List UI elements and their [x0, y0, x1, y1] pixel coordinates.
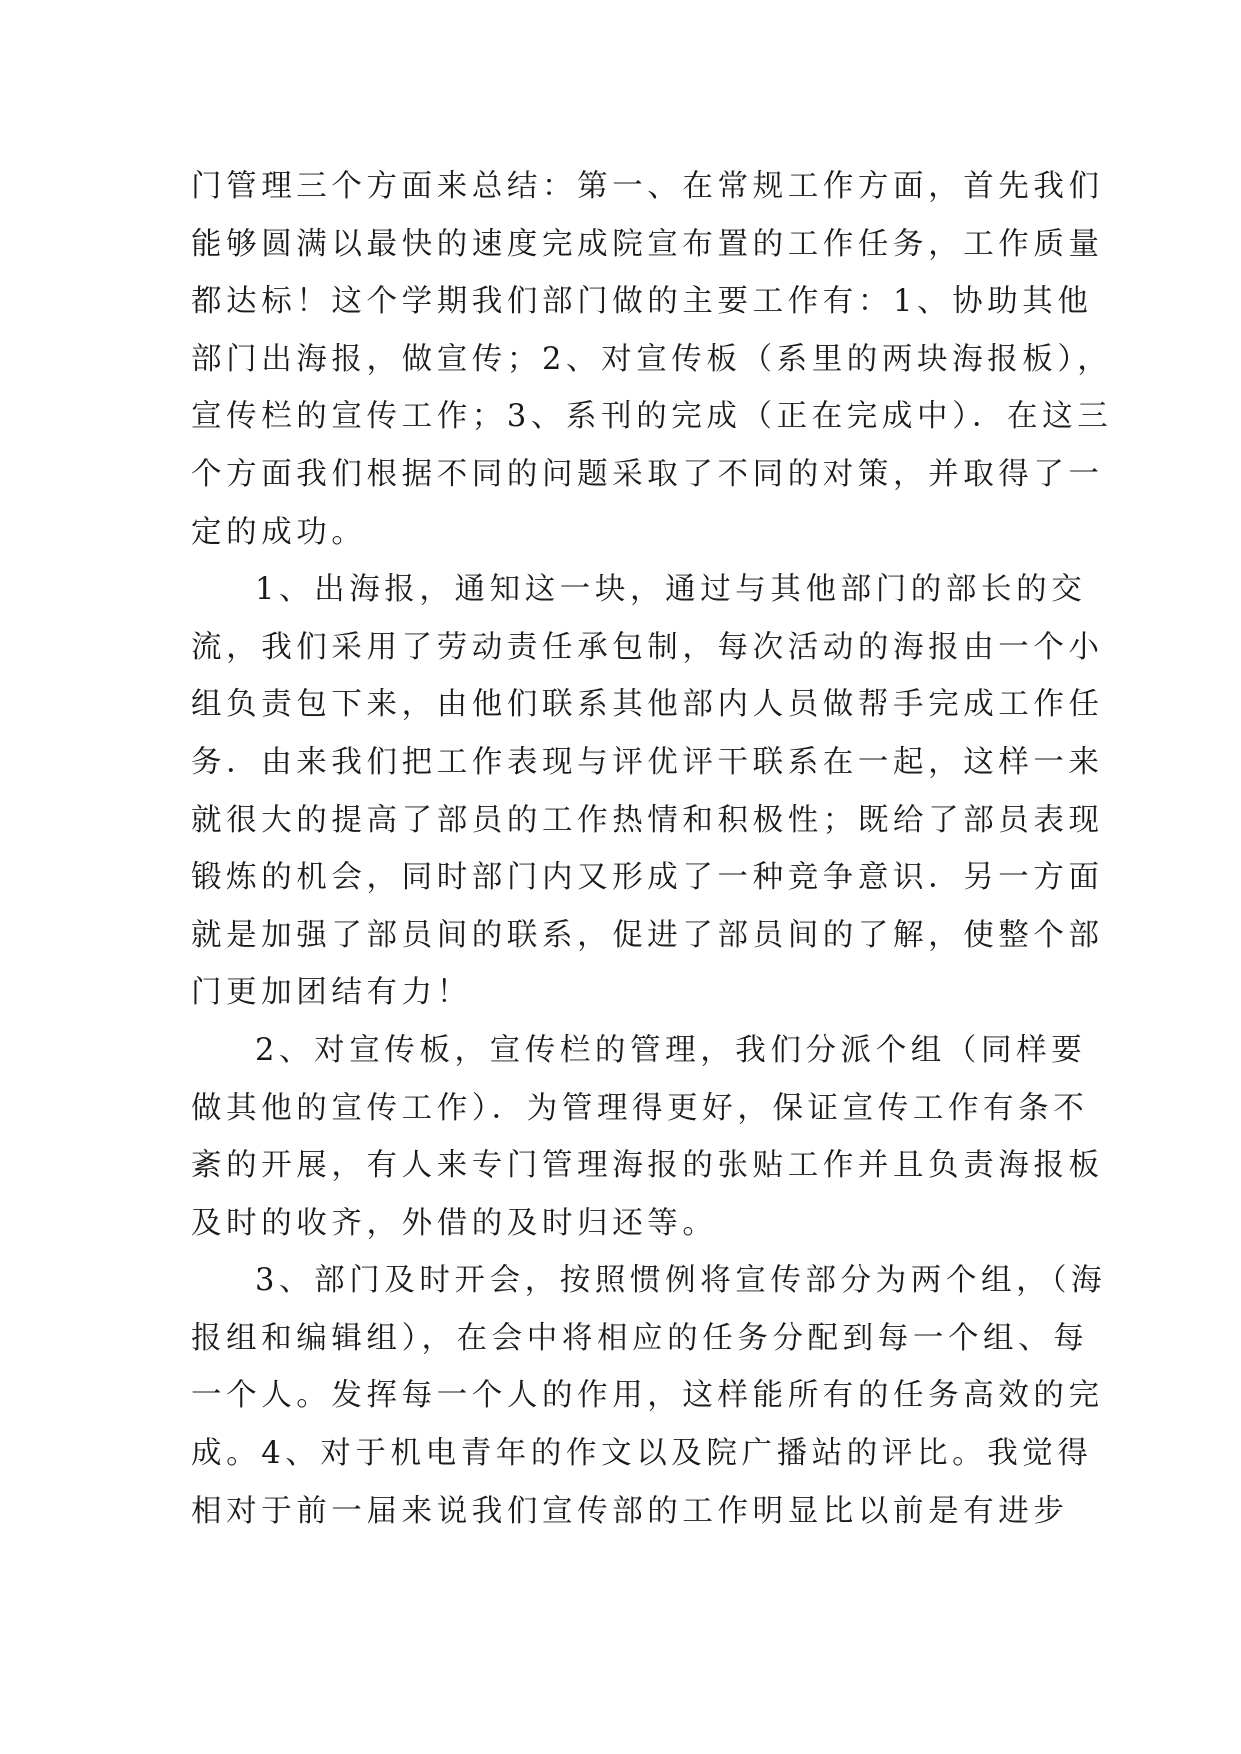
- text-line: 报组和编辑组），在会中将相应的任务分配到每一个组、每: [191, 1320, 1089, 1356]
- text-line: 做其他的宣传工作）．为管理得更好，保证宣传工作有条不: [191, 1090, 1089, 1126]
- paragraph-first-line: 1、出海报，通知这一块，通过与其他部门的部长的交: [255, 572, 1087, 608]
- text-line: 部门出海报，做宣传；2、对宣传板（系里的两块海报板），: [191, 341, 1113, 377]
- text-line: 组负责包下来，由他们联系其他部内人员做帮手完成工作任: [191, 687, 1104, 723]
- text-line: 门管理三个方面来总结：第一、在常规工作方面，首先我们: [191, 169, 1104, 204]
- paragraph-first-line: 2、对宣传板，宣传栏的管理，我们分派个组（同样要: [255, 1032, 1087, 1068]
- text-line: 个方面我们根据不同的问题采取了不同的对策，并取得了一: [191, 456, 1104, 492]
- text-line: 紊的开展，有人来专门管理海报的张贴工作并且负责海报板: [191, 1148, 1104, 1184]
- text-line: 宣传栏的宣传工作；3、系刊的完成（正在完成中）．在这三: [191, 399, 1113, 435]
- text-line: 锻炼的机会，同时部门内又形成了一种竞争意识．另一方面: [191, 860, 1104, 896]
- text-line: 能够圆满以最快的速度完成院宣布置的工作任务，工作质量: [191, 226, 1104, 262]
- text-line: 就是加强了部员间的联系，促进了部员间的了解，使整个部: [191, 917, 1104, 953]
- text-line: 相对于前一届来说我们宣传部的工作明显比以前是有进步: [191, 1493, 1069, 1529]
- text-line: 务．由来我们把工作表现与评优评干联系在一起，这样一来: [191, 744, 1104, 780]
- text-line: 一个人。发挥每一个人的作用，这样能所有的任务高效的完: [191, 1378, 1104, 1414]
- body-text: [191, 158, 1113, 1540]
- text-line: 门更加团结有力！: [191, 975, 472, 1011]
- text-line: 定的成功。: [191, 514, 367, 550]
- text-line: 就很大的提高了部员的工作热情和积极性；既给了部员表现: [191, 802, 1104, 838]
- text-line: 成。4、对于机电青年的作文以及院广播站的评比。我觉得: [191, 1436, 1093, 1472]
- text-line: 都达标！这个学期我们部门做的主要工作有：1、协助其他: [191, 284, 1093, 320]
- paragraph-first-line: 3、部门及时开会，按照惯例将宣传部分为两个组，（海: [255, 1263, 1107, 1299]
- text-line: 及时的收齐，外借的及时归还等。: [191, 1205, 718, 1241]
- text-line: 流，我们采用了劳动责任承包制，每次活动的海报由一个小: [191, 629, 1104, 665]
